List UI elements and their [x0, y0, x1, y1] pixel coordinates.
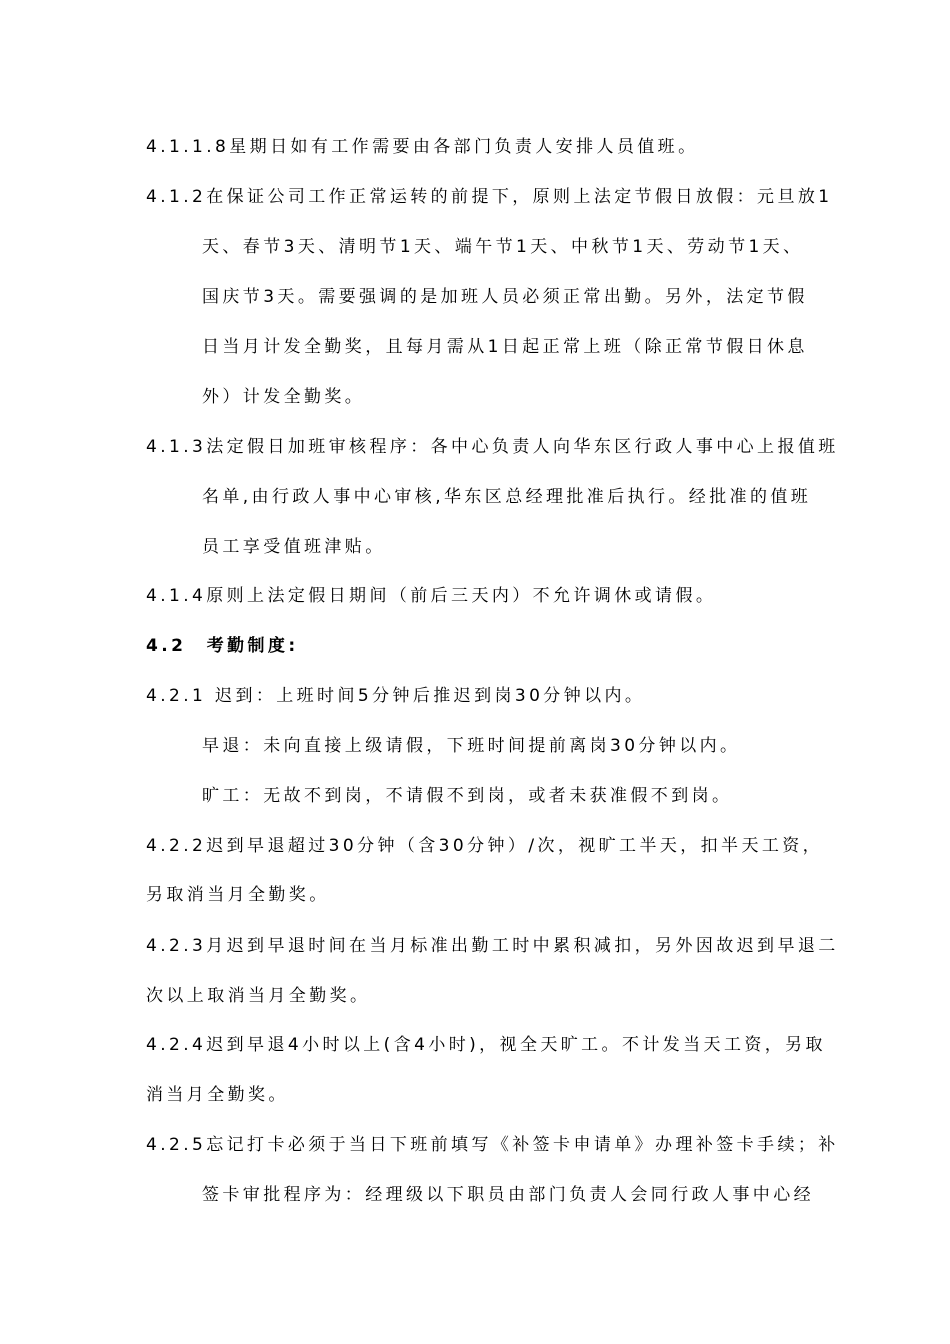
clause-4-1-1-8: 4.1.1.8星期日如有工作需要由各部门负责人安排人员值班。	[146, 137, 699, 157]
clause-4-2-3-line-2: 次以上取消当月全勤奖。	[146, 986, 371, 1006]
clause-4-2-3-line-1: 4.2.3月迟到早退时间在当月标准出勤工时中累积减扣，另外因故迟到早退二	[146, 936, 839, 956]
clause-4-2-2-line-2: 另取消当月全勤奖。	[146, 885, 330, 905]
clause-4-1-2-line-3: 国庆节3天。需要强调的是加班人员必须正常出勤。另外，法定节假	[202, 287, 808, 307]
clause-4-1-3-line-1: 4.1.3法定假日加班审核程序：各中心负责人向华东区行政人事中心上报值班	[146, 437, 839, 457]
clause-4-2-4-line-2: 消当月全勤奖。	[146, 1085, 289, 1105]
clause-4-1-2-line-4: 日当月计发全勤奖，且每月需从1日起正常上班（除正常节假日休息	[202, 337, 808, 357]
clause-4-2-1-early-leave: 早退：未向直接上级请假，下班时间提前离岗30分钟以内。	[202, 736, 741, 756]
clause-4-2-2-line-1: 4.2.2迟到早退超过30分钟（含30分钟）/次，视旷工半天，扣半天工资，	[146, 836, 824, 856]
clause-4-2-5-line-1: 4.2.5忘记打卡必须于当日下班前填写《补签卡申请单》办理补签卡手续；补	[146, 1135, 839, 1155]
section-heading-4-2: 4.2 考勤制度:	[146, 636, 299, 656]
clause-4-2-5-line-2: 签卡审批程序为：经理级以下职员由部门负责人会同行政人事中心经	[202, 1185, 814, 1205]
clause-4-2-1-late: 4.2.1 迟到：上班时间5分钟后推迟到岗30分钟以内。	[146, 686, 646, 706]
clause-4-1-2-line-1: 4.1.2在保证公司工作正常运转的前提下，原则上法定节假日放假：元旦放1	[146, 187, 833, 207]
clause-4-1-2-line-2: 天、春节3天、清明节1天、端午节1天、中秋节1天、劳动节1天、	[202, 237, 804, 257]
clause-4-1-3-line-3: 员工享受值班津贴。	[202, 537, 386, 557]
clause-4-2-1-absence: 旷工：无故不到岗，不请假不到岗，或者未获准假不到岗。	[202, 786, 733, 806]
clause-4-1-4: 4.1.4原则上法定假日期间（前后三天内）不允许调休或请假。	[146, 586, 717, 606]
clause-4-1-2-line-5: 外）计发全勤奖。	[202, 387, 366, 407]
clause-4-1-3-line-2: 名单,由行政人事中心审核,华东区总经理批准后执行。经批准的值班	[202, 487, 812, 507]
clause-4-2-4-line-1: 4.2.4迟到早退4小时以上(含4小时)，视全天旷工。不计发当天工资，另取	[146, 1035, 826, 1055]
